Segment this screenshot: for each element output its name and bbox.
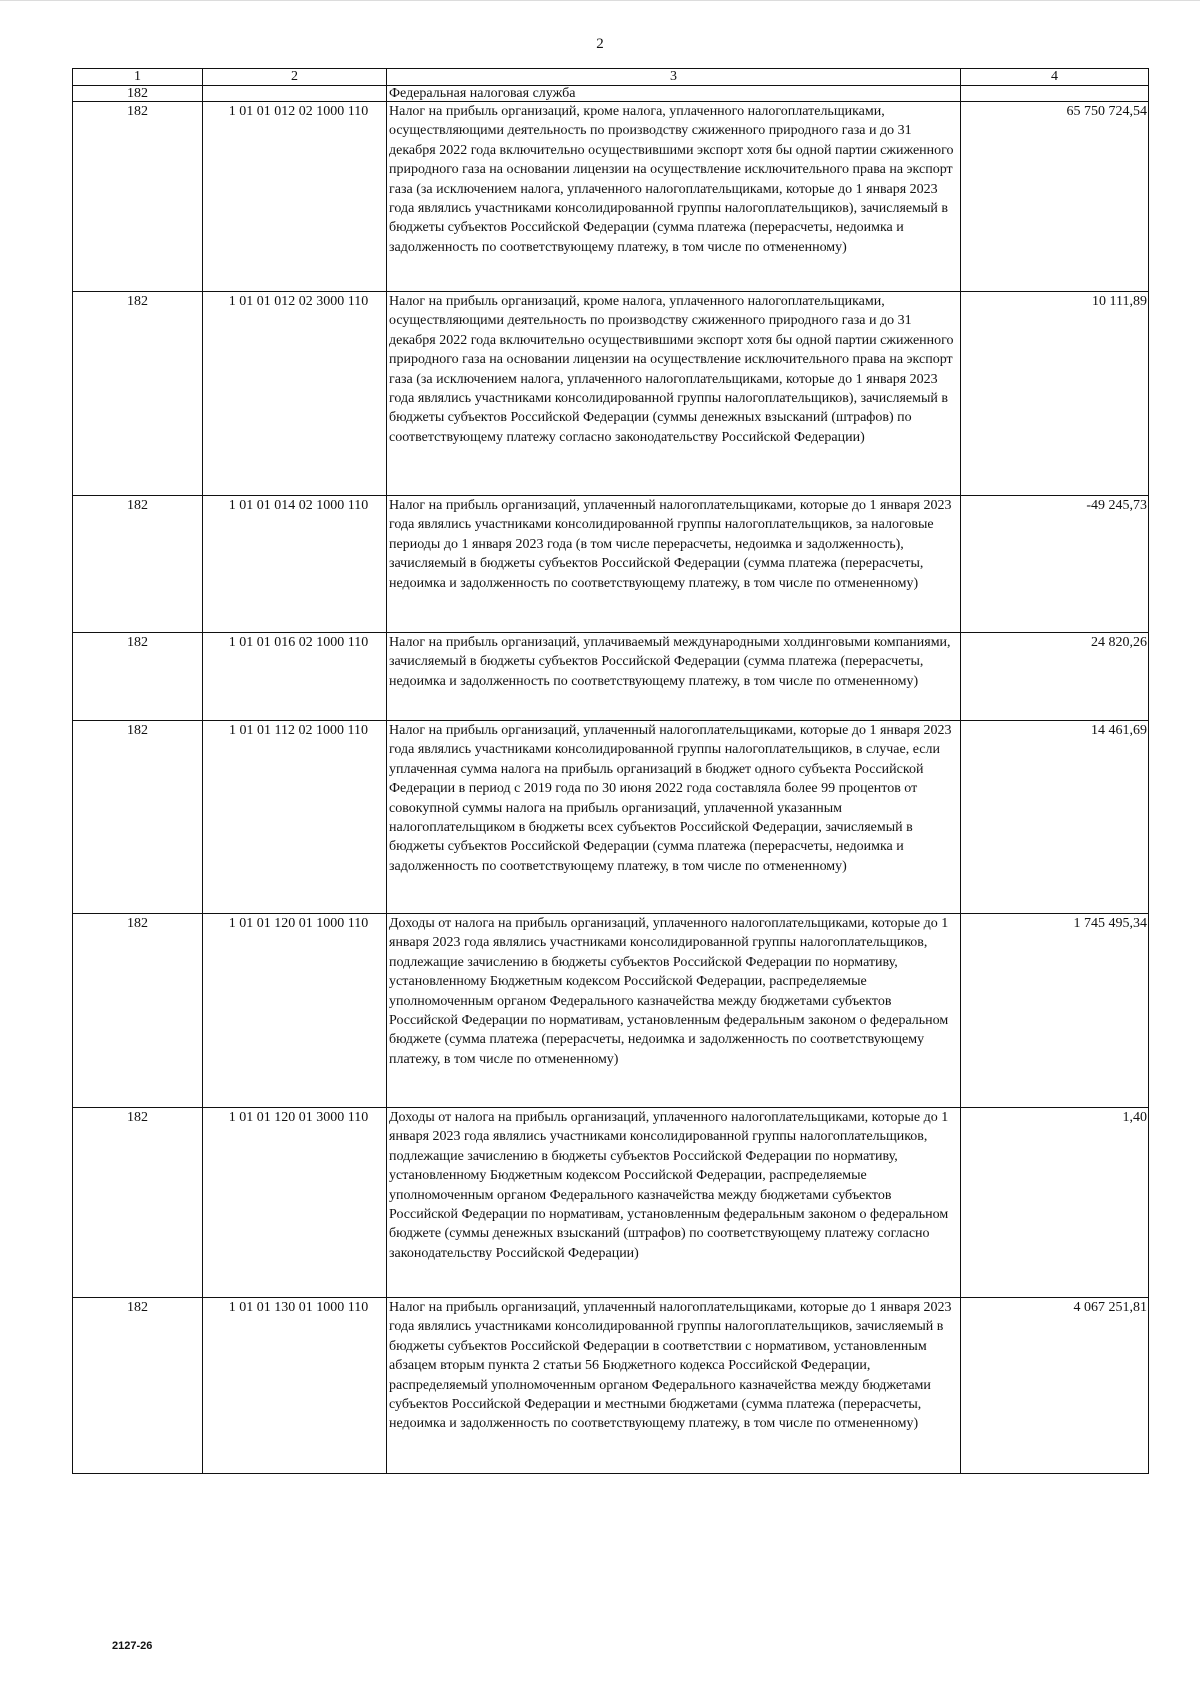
- amount-cell: 14 461,69: [961, 721, 1149, 914]
- description-cell: Налог на прибыль организаций, кроме налога, уплаченного налогоплательщиками, осуществляющими деятельность по производству сжиженного природного газа и до 31 декабря 2022 года включительно осуществившими экспорт хотя бы одной партии сжиженного природного газа на основании лицензии на осуществление исключительного права на экспорт газа (за исключением налога, уплаченного налогоплательщиками, которые до 1 января 2023 года являлись участниками консолидированной группы налогоплательщиков), зачисляемый в бюджеты субъектов Российской Федерации (суммы денежных взысканий (штрафов) по соответствующему платежу согласно законодательству Российской Федерации): [387, 292, 961, 496]
- amount-cell: 1 745 495,34: [961, 914, 1149, 1108]
- admin-code-cell: 182: [73, 86, 203, 102]
- amount-cell: [961, 86, 1149, 102]
- budget-code-cell: 1 01 01 120 01 3000 110: [203, 1108, 387, 1298]
- table-row: [73, 1298, 1149, 1474]
- admin-code-cell: 182: [73, 292, 203, 496]
- admin-code-cell: 182: [73, 633, 203, 721]
- document-id: 2127-26: [112, 1640, 153, 1652]
- amount-cell: 1,40: [961, 1108, 1149, 1298]
- table-row: [73, 914, 1149, 1108]
- description-cell: Налог на прибыль организаций, уплаченный налогоплательщиками, которые до 1 января 2023 года являлись участниками консолидированной группы налогоплательщиков, в случае, если уплаченная сумма налога на прибыль организаций в бюджет одного субъекта Российской Федерации в период с 2019 года по 30 июня 2022 года составляла более 99 процентов от совокупной суммы налога на прибыль организаций, уплаченной указанным налогоплательщиком в бюджеты всех субъектов Российской Федерации, зачисляемый в бюджеты субъектов Российской Федерации (сумма платежа (перерасчеты, недоимка и задолженность по соответствующему платежу, в том числе по отмененному): [387, 721, 961, 914]
- admin-code-cell: 182: [73, 721, 203, 914]
- column-number-row: [73, 69, 1149, 86]
- scan-edge: [0, 0, 1200, 1]
- description-cell: Налог на прибыль организаций, уплачиваемый международными холдинговыми компаниями, зачисляемый в бюджеты субъектов Российской Федерации (сумма платежа (перерасчеты, недоимка и задолженность по соответствующему платежу, в том числе по отмененному): [387, 633, 961, 721]
- amount-cell: 24 820,26: [961, 633, 1149, 721]
- column-number-cell: 2: [203, 69, 387, 86]
- page-number: 2: [596, 36, 604, 52]
- budget-code-cell: 1 01 01 014 02 1000 110: [203, 496, 387, 633]
- admin-code-cell: 182: [73, 1108, 203, 1298]
- amount-cell: 65 750 724,54: [961, 102, 1149, 292]
- amount-cell: 4 067 251,81: [961, 1298, 1149, 1474]
- budget-code-cell: 1 01 01 012 02 1000 110: [203, 102, 387, 292]
- amount-cell: 10 111,89: [961, 292, 1149, 496]
- amount-cell: -49 245,73: [961, 496, 1149, 633]
- description-cell: Налог на прибыль организаций, уплаченный налогоплательщиками, которые до 1 января 2023 года являлись участниками консолидированной группы налогоплательщиков, зачисляемый в бюджеты субъектов Российской Федерации в соответствии с нормативом, установленным абзацем вторым пункта 2 статьи 56 Бюджетного кодекса Российской Федерации, распределяемый уполномоченным органом Федерального казначейства между бюджетами субъектов Российской Федерации и местными бюджетами (сумма платежа (перерасчеты, недоимка и задолженность по соответствующему платежу, в том числе по отмененному): [387, 1298, 961, 1474]
- description-cell: Налог на прибыль организаций, кроме налога, уплаченного налогоплательщиками, осуществляющими деятельность по производству сжиженного природного газа и до 31 декабря 2022 года включительно осуществившими экспорт хотя бы одной партии сжиженного природного газа на основании лицензии на осуществление исключительного права на экспорт газа (за исключением налога, уплаченного налогоплательщиками, которые до 1 января 2023 года являлись участниками консолидированной группы налогоплательщиков), зачисляемый в бюджеты субъектов Российской Федерации (сумма платежа (перерасчеты, недоимка и задолженность по соответствующему платежу, в том числе по отмененному): [387, 102, 961, 292]
- table-row: [73, 496, 1149, 633]
- admin-code-cell: 182: [73, 914, 203, 1108]
- description-cell: Доходы от налога на прибыль организаций, уплаченного налогоплательщиками, которые до 1 января 2023 года являлись участниками консолидированной группы налогоплательщиков, подлежащие зачислению в бюджеты субъектов Российской Федерации по нормативу, установленному Бюджетным кодексом Российской Федерации, распределяемые уполномоченным органом Федерального казначейства между бюджетами субъектов Российской Федерации по нормативам, установленным федеральным законом о федеральном бюджете (сумма платежа (перерасчеты, недоимка и задолженность по соответствующему платежу, в том числе по отмененному): [387, 914, 961, 1108]
- agency-name-cell: Федеральная налоговая служба: [387, 86, 961, 102]
- table-row: [73, 292, 1149, 496]
- table-row: [73, 633, 1149, 721]
- budget-code-cell: 1 01 01 130 01 1000 110: [203, 1298, 387, 1474]
- column-number-cell: 1: [73, 69, 203, 86]
- admin-code-cell: 182: [73, 1298, 203, 1474]
- agency-row: [73, 86, 1149, 102]
- description-cell: Доходы от налога на прибыль организаций, уплаченного налогоплательщиками, которые до 1 января 2023 года являлись участниками консолидированной группы налогоплательщиков, подлежащие зачислению в бюджеты субъектов Российской Федерации по нормативу, установленному Бюджетным кодексом Российской Федерации, распределяемые уполномоченным органом Федерального казначейства между бюджетами субъектов Российской Федерации по нормативам, установленным федеральным законом о федеральном бюджете (суммы денежных взысканий (штрафов) по соответствующему платежу согласно законодательству Российской Федерации): [387, 1108, 961, 1298]
- table-row: [73, 1108, 1149, 1298]
- budget-code-cell: 1 01 01 112 02 1000 110: [203, 721, 387, 914]
- table-row: [73, 721, 1149, 914]
- admin-code-cell: 182: [73, 102, 203, 292]
- table-row: [73, 102, 1149, 292]
- description-cell: Налог на прибыль организаций, уплаченный налогоплательщиками, которые до 1 января 2023 года являлись участниками консолидированной группы налогоплательщиков, за налоговые периоды до 1 января 2023 года (в том числе перерасчеты, недоимка и задолженность), зачисляемый в бюджеты субъектов Российской Федерации (сумма платежа (перерасчеты, недоимка и задолженность по соответствующему платежу, в том числе по отмененному): [387, 496, 961, 633]
- column-number-cell: 3: [387, 69, 961, 86]
- budget-code-cell: 1 01 01 012 02 3000 110: [203, 292, 387, 496]
- column-number-cell: 4: [961, 69, 1149, 86]
- budget-code-cell: [203, 86, 387, 102]
- revenue-table: [72, 68, 1149, 1474]
- budget-code-cell: 1 01 01 016 02 1000 110: [203, 633, 387, 721]
- admin-code-cell: 182: [73, 496, 203, 633]
- budget-code-cell: 1 01 01 120 01 1000 110: [203, 914, 387, 1108]
